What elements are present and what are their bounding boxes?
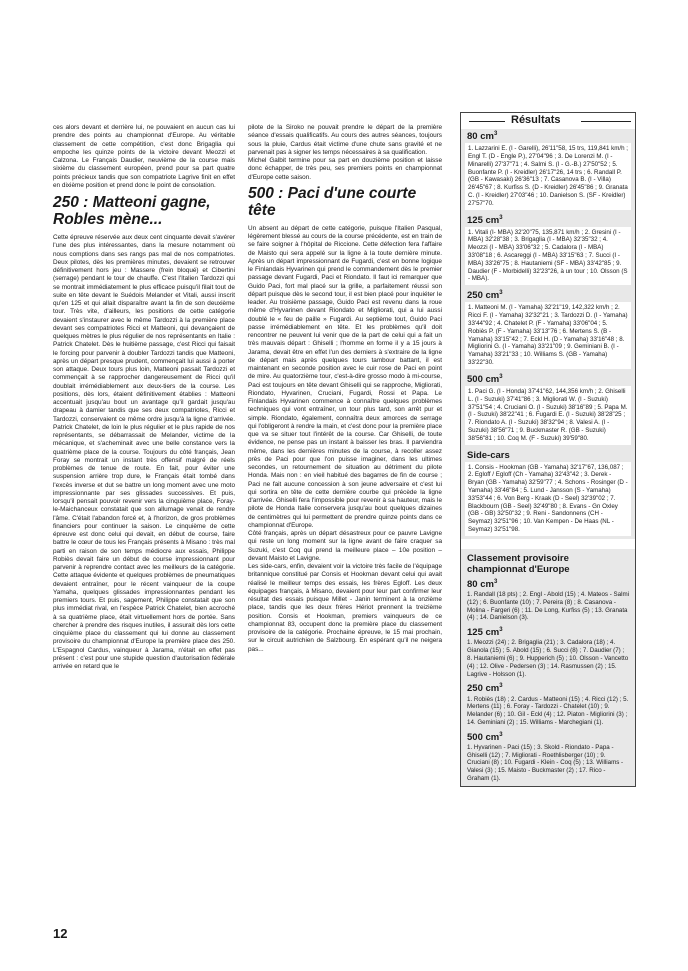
heading-250: 250 : Matteoni gagne, Robles mène... bbox=[53, 194, 211, 228]
classement-section-text: 1. Hyvarinen - Paci (15) ; 3. Skold - Riondato - Papa - Ghiselli (12) ; 7. Migliorati - Roethlisberger (10) ; 9. Cruciani (8) ; 10. Fugardi - Klein - Coq (5) ; 13. Williams - Valesi (3) ; 15. Maisto - Buckmaster (2) ; 17. Rico - Graham (1). bbox=[467, 743, 624, 783]
class-label: 500 cm bbox=[467, 731, 500, 743]
class-label: 80 cm bbox=[467, 131, 494, 143]
results-sections bbox=[461, 129, 635, 536]
class-label: 125 cm bbox=[467, 214, 500, 226]
classement-section-heading bbox=[461, 577, 635, 591]
classement-sections bbox=[461, 577, 635, 786]
results-section-heading bbox=[461, 213, 635, 227]
page-number: 12 bbox=[53, 926, 68, 941]
results-title-bar bbox=[461, 113, 635, 129]
results-box bbox=[460, 112, 636, 787]
results-section-heading bbox=[461, 129, 635, 143]
class-label: 250 cm bbox=[467, 290, 500, 302]
class-unit-sup: 3 bbox=[499, 683, 503, 690]
col2-body: Un absent au départ de cette catégorie, puisque l'Italien Pasqual, légèrement blessé au cours de la course précédente, est en train de se faire soigner à l'hôpital de Riccione. Cette défection fera l'affaire de Maisto qui sera appelé sur la ligne à la toute dernière minute. Après un départ impressionnant de Fugardi, c'est en bonne logique le Finlandais Hyvarinen qui prend le commandement dès le premier passage devant Fugardi, Paci et Riondato. Il faut ici remarquer que Guido Paci, fort mal placé sur la grille, a parfaitement réussi son départ puisque dès le second tour, il est bien placé pour inquiéter le leader. Au troisième passage, Guido Paci est revenu dans la roue même d'Hyvarinen devant Riondato et Migliorati, qui a lui aussi doublé le « feu de paille » Fugardi. Au septième tout, Guido Paci passe irrémédiablement en tête. Et les problèmes qu'il doit rencontrer ne peuvent lui venir que de la part de celui qui a fait un très mauvais départ : Ghiselli ; l'homme en forme il y a 15 jours à Jarama, devait être en effet l'un des derniers à s'extraire de la ligne de départ mais après quelques tours tambour battant, il est maintenant en seconde position avec le cuir rose de Paci en point de mire. Au quatorzième tour, c'est-à-dire grosso modo à mi-course, Paci est toujours en tête devant Ghiselli qui se rapproche, Migliorati, Riondato, Hyvarinen, Cruciani, Fugardi, Rossi et Papa. Le Finlandais Hyvarinen commence à connaître quelques problèmes techniques qui vont entraîner, un tour plus tard, son arrêt pur et simple. Riondato, également, connaîtra deux amorces de serrage qui l'obligeront à rendre la main, et c'est donc pour la première place que va se situer tout l'intérêt de la course. Car Ghiselli, de toute évidence, ne pense pas un instant à baisser les bras. Il parviendra même, dans les dernières minutes de la course, à recoller assez près de Paci pour que l'on puisse imaginer, dans les ultimes secondes, un retournement de situation au détriment du pilote Honda. Mais non : en vieil habitué des bagarres de fin de course ; Paci ne fait aucune concession à son jeune adversaire et c'est lui qui sortira en tête de cette dernière courbe qui précède la ligne d'arrivée. Ghiselli fera l'impossible pour revenir à sa hauteur, mais le pilote de Honda Italie conservera jusqu'au bout quelques dizaines de centimètres qui lui permettent de prendre quinze points dans ce championnat d'Europe. Côté français, après un départ désastreux pour ce pauvre Lavigne qui reste un long moment sur la ligne avant de faire craquer sa Suzuki, c'est Coq qui prend la meilleure place – 10e position – devant Maisto et Lavigne. Les side-cars, enfin, devaient voir la victoire très facile de l'équipage britannique constitué par Consis et Hookman devant celui qui avait réalisé le meilleur temps des essais, les frères Egloff. Les deux équipages français, à Misano, devaient pour leur part confirmer leur résultat des essais puisque Millet - Janin terminent à la onzième place, tandis que les deux frères Hériot prennent la treizième position. Consis et Hookman, premiers vainqueurs de ce championnat 83, occupent donc la première place du classement provisoire de la catégorie. Prochaine épreuve, le 15 mai prochain, sur le circuit autrichien de Salzbourg. En espérant qu'il ne neigera pas... bbox=[248, 224, 442, 653]
results-sidebar bbox=[460, 112, 636, 787]
col2-intro: pilote de la Siroko ne pouvait prendre le départ de la première séance d'essais qualificatifs. Au cours des autres séances, toujours sous la pluie, Cardus était victime d'une chute sans gravité et ne parvenait pas à signer les temps nécessaires à sa qualification. Michel Galbit termine pour sa part en douzième position et laisse donc échapper, de très peu, ses premiers points en championnat d'Europe cette saison. bbox=[248, 124, 442, 181]
class-label: 125 cm bbox=[467, 627, 500, 639]
class-unit-sup: 3 bbox=[499, 627, 503, 634]
col1-body: Cette épreuve réservée aux deux cent cinquante devait s'avérer l'une des plus intéressantes, dans la mesure notamment où nous comptions dans ses rangs pas mal de nos compatriotes. Deux pilotes, dès les premières minutes, devaient se retrouver définitivement hors jeu : Massere (frein bloqué) et Cibertini (serrage) pendant le tour de chauffe. C'est l'Italien Tardozzi qui se montrait immédiatement le plus efficace puisqu'il filait tout de suite en tête devant le Suédois Melander et Vitali, aussi inscrit qu'en 125 et qui allait disparaître avant la fin de son deuxième tour. Très vite, d'ailleurs, les positions de cette catégorie devaient s'instaurer avec le même Tardozzi à la première place devant ses compatriotes Ricci et Matteoni, qui devançaient de quelques mètres le plus régulier de nos représentants en Italie : Patrick Chatelet. Dès le huitième passage, c'est Ricci qui faisait le forcing pour parvenir à doubler Tardozzi tandis que Matteoni, après un départ presque prudent, commençait lui aussi à porter son attaque. Deux tours plus loin, Matteoni passait Tardozzi et commençait à se rapprocher dangereusement de Ricci qu'il doublait irrémédiablement aux deux-tiers de la course. Les positions, dès lors, étaient définitivement établies : Matteoni accentuait jusqu'au bout un avantage qu'il gardait jusqu'au drapeau à damier tandis que ses deux compatriotes, Ricci et Tardozzi, conservaient ce même ordre jusqu'à la ligne d'arrivée. Patrick Chatelet, de loin le plus régulier et le plus rapide de nos représentants, se débarrassait de Melander, victime de la mécanique, et s'acheminait avec une belle constance vers la quatrième place de la course. Toujours du côté français, Jean Foray se montrait un instant très offensif malgré de réels problèmes de tenue de route. En fait, pour éviter une suspension arrière trop dure, le Français était tombé dans l'excès inverse et dut se battre un long moment avec une moto impressionnante par ses glissades successives. Et puis, lorsqu'il pensait pouvoir revenir vers la cinquième place, Foray-le-Maichanceux constatait que son allumage venait de rendre l'âme. C'était l'abandon forcé et, à l'horizon, de gros problèmes financiers pour continuer la saison. Le cinquième de cette épreuve est donc celui qui devait, en début de course, faire battre le cœur de tous les Français présents à Misano : très mal parti en raison de son temps médiocre aux essais, Philippe Robiès devait faire un début de course impressionnant pour parvenir à reprendre contact avec les meilleurs de la catégorie. Cette attaque évidente et quelques problèmes de pneumatiques devaient entraîner, pour le récent vainqueur de la coupe Yamaha, quelques glissades impressionnantes pendant les premiers tours. Et puis, sagement, Philippe constatait que son plus immédiat rival, en l'espèce Patrick Chatelet, bien accroché à sa quatrième place, était virtuellement hors de portée. Sans chercher à prendre des risques inutiles, il assurait dès lors cette cinquième place du classement qui lui donne au classement provisoire du championnat d'Europe la première place des 250. L'Espagnol Cardus, vainqueur à Jarama, n'était en effet pas présent : c'est pour une stupide question d'autorisation fédérale arrivée en retard que le bbox=[53, 234, 235, 670]
classement-section-text: 1. Randall (18 pts) ; 2. Engl - Abold (15) ; 4. Mateos - Salmi (12) ; 6. Buonfante (10) ; 7. Pereira (8) ; 8. Casanova - Molina - Fargeri (6) ; 11. De Long, Kurfiss (5) ; 13. Granata (4) ; 14. Danielson (3). bbox=[467, 591, 629, 622]
class-unit-sup: 3 bbox=[493, 578, 498, 585]
classement-section-heading bbox=[461, 681, 635, 695]
class-unit-sup: 3 bbox=[499, 290, 503, 297]
class-label: Side-cars bbox=[467, 449, 510, 461]
results-section-text: 1. Lazzarini E. (I - Garelli), 26'11"58, 15 trs, 119,841 km/h ; Engl T. (D - Engle P.), 27'04"96 ; 3. De Lorenzi M. (I - Minarelli) 27'37"71 ; 4. Salmi S. (I - G.-B.) 27'50"52 ; 5. Buonfante P. (I - Kreidler) 26'17"26, 14 trs ; 6. Randall P. (GB - Kawasaki) 26'36"13 ; 7. Casanova B. (I - Villa) 26'45"67 ; 8. Kurfiss S. (D - Kreidler) 26'45"86 ; 9. Granata C. (I - Kreidler) 27'03"46 ; 10. Danielson S. (SF - Kreidler) 27'57"70. bbox=[465, 143, 631, 209]
class-unit-sup: 3 bbox=[499, 373, 503, 380]
class-label: 80 cm bbox=[467, 579, 494, 591]
col1-intro: ces alors devant et derrière lui, ne pouvaient en aucun cas lui prendre des points au championnat d'Europe. Au véritable classement de cette compétition, c'est donc Brigaglia qui empoche les quinze points de la victoire devant Meozzi et Calzona. Le Français Daudier, neuvième de la course mais sixième du classement européen, prend pour sa part quatre points précieux tandis que son compatriote Lagrive finit en effet en dixième position et prend donc le point de consolation. bbox=[53, 124, 235, 189]
classement-title: Classement provisoire championnat d'Europe bbox=[467, 552, 570, 575]
results-section-text: 1. Matteoni M. (I - Yamaha) 32'21"19, 142,322 km/h ; 2. Ricci F. (I - Yamaha) 32'32"21 ; 3. Tardozzi D. (I - Yamaha) 33'44"92 ; 4. Chatelet P. (F - Yamaha) 33'06"04 ; 5. Robiès P. (F - Yamaha) 33'13"76 ; 6. Mertens S. (B - Yamaha) 33'15"42 ; 7. Eckl H. (D - Yamaha) 33'16"48 ; 8. Migliorini G. (I - Yamaha) 33'21"09 ; 9. Geminiani B. (I - Yamaha) 33'21"33 ; 10. Williams S. (GB - Yamaha) 33'22"30. bbox=[465, 302, 631, 368]
results-section-heading bbox=[461, 288, 635, 302]
class-label: 500 cm bbox=[467, 373, 500, 385]
class-unit-sup: 3 bbox=[493, 131, 498, 137]
class-unit-sup: 3 bbox=[499, 731, 503, 738]
results-section-text: 1. Consis - Hookman (GB - Yamaha) 32'17"67, 136,087 ; 2. Egloff / Egloff (Ch - Yamaha) 32'43"42 ; 3. Derek - Bryan (GB - Yamaha) 32'59"77 ; 4. Schons - Rosinger (D - Yamaha) 33'46"84 ; 5. Lund - Jansson (S - Yamaha) 33'53"44 ; 6. Von Berg - Kraak (D - Seel) 32'39"02 ; 7. Blackbourn (GB - Seel) 32'49"80 ; 8. Evans - Gn Oxley (GB - GB) 32'50"32 ; 9. Reni - Sandonnens (CH - Seymaz) 32'51"96 ; 10. Van Kempen - De Haas (NL - Seymaz) 32'51"98. bbox=[465, 462, 631, 536]
results-section-heading bbox=[461, 372, 635, 386]
classement-section-text: 1. Robiès (18) ; 2. Cardus - Matteoni (15) ; 4. Ricci (12) ; 5. Mertens (11) ; 6. Foray - Tardozzi - Chatelet (10) ; 9. Melander (6) ; 10. Gil - Eckl (4) ; 12. Piaton - Migliorini (3) ; 14. Geminiani (2) ; 15. Williams - Marchegiani (1). bbox=[467, 695, 629, 726]
heading-500: 500 : Paci d'une courte tête bbox=[248, 184, 417, 219]
classement-section-heading bbox=[461, 625, 635, 639]
results-section-text: 1. Vitali (I- MBA) 32'20"75, 135,871 km/h ; 2. Gresini (I - MBA) 32'28"38 ; 3. Brigaglia (I - MBA) 32'35"32 ; 4. Meozzi (I - MBA) 33'06"32 ; 5. Cadalora (I - MBA) 33'08"18 ; 6. Ascareggi (I - MBA) 33'15"63 ; 7. Succi (I - MBA) 33'26"75 ; 8. Hautaniemi (SF - MBA) 33'42"85 ; 9. Daudier (F - Morbidelli) 32'23"26, à un tour ; 10. Olsson (S - MBA). bbox=[465, 227, 631, 286]
article-column-2 bbox=[248, 124, 442, 654]
results-section-text: 1. Paci G. (I - Honda) 37'41"62, 144,356 km/h ; 2. Ghiselli L. (I - Suzuki) 37'41"86 ; 3. Migliorati W. (I - Suzuki) 37'51"54 ; 4. Cruciani O. (I - Suzuki) 38'16"89 ; 5. Papa M. (I - Suzuki) 38'22"41 ; 6. Fugardi E. (I - Suzuki) 38'28"25 ; 7. Riondato A. (I - Suzuki) 38'32"94 ; 8. Valesi A. (I - Suzuki) 38'56"71 ; 9. Buckmaster R. (GB - Suzuki) 38'56"81 ; 10. Coq M. (F - Suzuki) 39'59"80. bbox=[465, 386, 631, 445]
class-label: 250 cm bbox=[467, 683, 500, 695]
class-unit-sup: 3 bbox=[499, 214, 503, 221]
classement-section-heading bbox=[461, 730, 635, 744]
classement-section-text: 1. Meozzi (24) ; 2. Brigaglia (21) ; 3. Cadalora (18) ; 4. Gianola (15) ; 5. Abold (15) ; 6. Succi (8) ; 7. Daudier (7) ; 8. Hautaniemi (6) ; 9. Hupperich (5) ; 10. Olsson - Vancetto (4) ; 12. Olive - Pedersen (3) ; 14. Rasmussen (2) ; 15. Lagrive - Holsson (1). bbox=[467, 639, 629, 678]
article-column-1 bbox=[53, 124, 235, 671]
results-title: Résultats bbox=[511, 114, 561, 126]
results-section-heading bbox=[461, 448, 635, 462]
